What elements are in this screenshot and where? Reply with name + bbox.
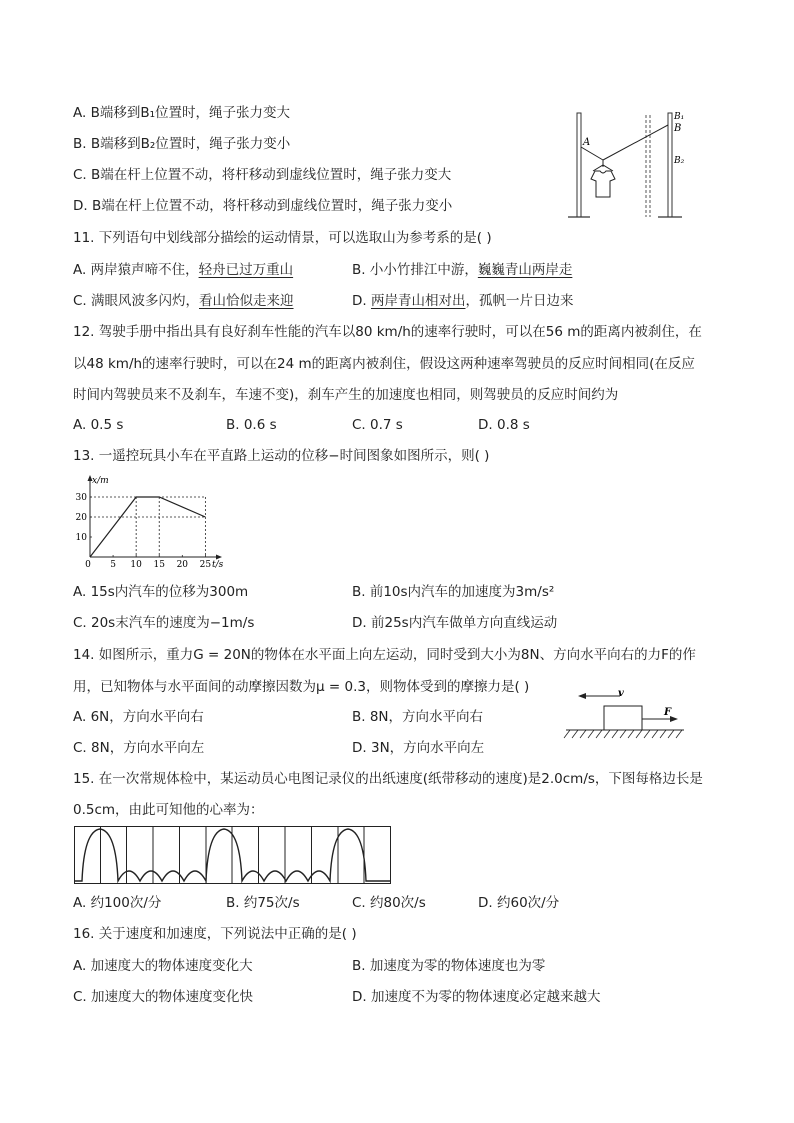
series-line [90, 497, 205, 557]
q10-option-b: B. B端移到B₂位置时，绳子张力变小 [73, 136, 291, 152]
y-tick-label: 20 [75, 513, 87, 523]
q13-option-c: C. 20s末汽车的速度为−1m/s [73, 615, 255, 631]
q14-option-a: A. 6N，方向水平向右 [73, 709, 204, 725]
q15-stem-line-1: 15. 在一次常规体检中，某运动员心电图记录仪的出纸速度(纸带移动的速度)是2.0cm/s，下图每格边长是 [73, 771, 703, 787]
y-axis-label: x/m [92, 476, 109, 486]
q14-option-c: C. 8N，方向水平向左 [73, 740, 205, 756]
q14-label-v: v [618, 688, 624, 699]
q15-option-a: A. 约100次/分 [73, 895, 162, 911]
q11-option-b: B. 小小竹排江中游，巍巍青山两岸走 [352, 262, 573, 278]
q14-option-d: D. 3N，方向水平向左 [352, 740, 485, 756]
x-axis-label: t/s [212, 560, 224, 570]
q14-option-b: B. 8N，方向水平向右 [352, 709, 484, 725]
q11-option-d: D. 两岸青山相对出，孤帆一片日边来 [352, 293, 574, 309]
q11-option-c: C. 满眼风波多闪灼，看山恰似走来迎 [73, 293, 294, 309]
x-tick-label: 20 [176, 560, 189, 570]
q13-option-d: D. 前25s内汽车做单方向直线运动 [352, 615, 558, 631]
y-tick-label: 10 [75, 533, 87, 543]
q13-option-b: B. 前10s内汽车的加速度为3m/s² [352, 584, 555, 600]
x-tick-label: 10 [130, 560, 142, 570]
q15-option-b: B. 约75次/s [226, 895, 300, 911]
q13-xt-chart [72, 477, 232, 572]
q10-label-b1: B₁ [674, 112, 685, 122]
q16-option-d: D. 加速度不为零的物体速度必定越来越大 [352, 989, 601, 1005]
q12-option-b: B. 0.6 s [226, 417, 277, 433]
q12-option-a: A. 0.5 s [73, 417, 124, 433]
q10-option-c: C. B端在杆上位置不动，将杆移动到虚线位置时，绳子张力变大 [73, 167, 452, 183]
q16-option-c: C. 加速度大的物体速度变化快 [73, 989, 254, 1005]
x-tick-label: 0 [85, 560, 91, 570]
q13-option-a: A. 15s内汽车的位移为300m [73, 584, 249, 600]
q11-option-a: A. 两岸猿声啼不住，轻舟已过万重山 [73, 262, 294, 278]
q14-label-f: F [664, 707, 672, 718]
q12-stem-line-3: 时间内驾驶员来不及刹车，车速不变)，刹车产生的加速度也相同，则驾驶员的反应时间约为 [73, 387, 619, 403]
q15-stem-line-2: 0.5cm，由此可知他的心率为： [73, 802, 264, 818]
q10-figure [560, 105, 700, 225]
q10-label-b: B [674, 123, 682, 134]
q11-stem: 11. 下列语句中划线部分描绘的运动情景，可以选取山为参考系的是( ) [73, 230, 492, 246]
q16-stem: 16. 关于速度和加速度，下列说法中正确的是( ) [73, 926, 357, 942]
q12-stem-line-2: 以48 km/h的速率行驶时，可以在24 m的距离内被刹住，假设这两种速率驾驶员的反应时间相同(在反应 [73, 356, 695, 372]
q10-option-d: D. B端在杆上位置不动，将杆移动到虚线位置时，绳子张力变小 [73, 198, 453, 214]
q10-label-a: A [583, 137, 591, 148]
q15-option-c: C. 约80次/s [352, 895, 426, 911]
x-tick-label: 15 [153, 560, 165, 570]
q15-option-d: D. 约60次/分 [478, 895, 560, 911]
q14-figure [562, 684, 687, 744]
q15-ecg-strip [74, 826, 392, 886]
y-tick-label: 30 [75, 493, 87, 503]
q16-option-b: B. 加速度为零的物体速度也为零 [352, 958, 546, 974]
x-tick-label: 5 [110, 560, 116, 570]
q12-option-c: C. 0.7 s [352, 417, 403, 433]
q14-stem-line-2: 用，已知物体与水平面间的动摩擦因数为μ = 0.3，则物体受到的摩擦力是( ) [73, 679, 530, 695]
q14-stem-line-1: 14. 如图所示，重力G = 20N的物体在水平面上向左运动，同时受到大小为8N、方向水平向右的力F的作 [73, 647, 696, 663]
q10-label-b2: B₂ [674, 156, 685, 166]
x-axis-arrow [216, 555, 222, 560]
q12-stem-line-1: 12. 驾驶手册中指出具有良好刹车性能的汽车以80 km/h的速率行驶时，可以在56 m的距离内被刹住，在 [73, 324, 702, 340]
q13-stem: 13. 一遥控玩具小车在平直路上运动的位移−时间图象如图所示，则( ) [73, 448, 490, 464]
q12-option-d: D. 0.8 s [478, 417, 530, 433]
q10-option-a: A. B端移到B₁位置时，绳子张力变大 [73, 105, 291, 121]
q16-option-a: A. 加速度大的物体速度变化大 [73, 958, 253, 974]
x-tick-label: 25 [199, 560, 212, 570]
